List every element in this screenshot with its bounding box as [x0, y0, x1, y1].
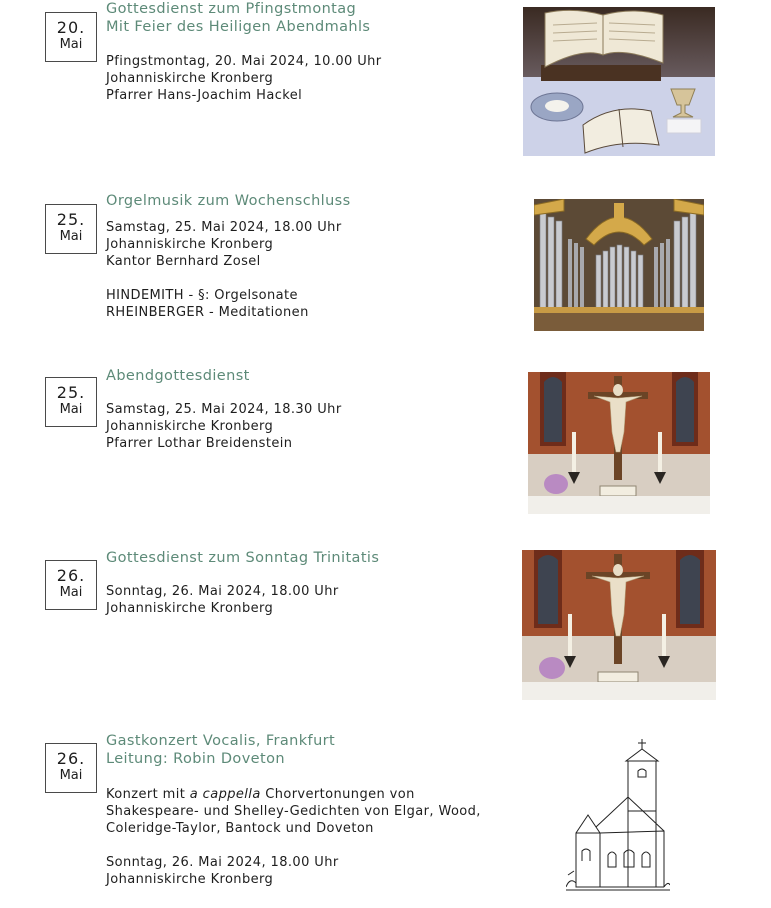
event-title-line: Orgelmusik zum Wochenschluss [106, 193, 351, 209]
concert-description-line: Coleridge-Taylor, Bantock und Doveton [106, 821, 374, 836]
date-badge [45, 743, 97, 793]
organ-photo [534, 199, 704, 331]
date-day: 25. [56, 210, 86, 229]
event-details [106, 53, 382, 104]
bible-chalice-photo [523, 7, 715, 156]
date-month: Mai [59, 402, 83, 417]
event-performer: Kantor Bernhard Zosel [106, 254, 261, 269]
date-day: 25. [56, 383, 86, 402]
date-badge [45, 560, 97, 610]
event-datetime: Sonntag, 26. Mai 2024, 18.00 Uhr [106, 584, 339, 599]
event-officiant: Pfarrer Lothar Breidenstein [106, 436, 293, 451]
italic-term: a cappella [189, 787, 261, 802]
altar-crucifix-photo [522, 550, 716, 700]
date-badge [45, 377, 97, 427]
event-location: Johanniskirche Kronberg [106, 601, 274, 616]
program-item: HINDEMITH - §: Orgelsonate [106, 288, 298, 303]
event-location: Johanniskirche Kronberg [106, 872, 274, 887]
event-location: Johanniskirche Kronberg [106, 237, 274, 252]
event-title [106, 367, 250, 385]
date-day: 26. [56, 566, 86, 585]
event-title [106, 0, 370, 36]
date-month: Mai [59, 768, 83, 783]
date-day: 20. [56, 18, 86, 37]
event-details [106, 786, 481, 888]
event-details [106, 583, 339, 617]
event-datetime: Sonntag, 26. Mai 2024, 18.00 Uhr [106, 855, 339, 870]
event-title [106, 732, 335, 768]
event-title [106, 549, 379, 567]
event-location: Johanniskirche Kronberg [106, 71, 274, 86]
program-item: RHEINBERGER - Meditationen [106, 305, 309, 320]
event-details [106, 219, 342, 321]
event-officiant: Pfarrer Hans-Joachim Hackel [106, 88, 303, 103]
event-datetime: Samstag, 25. Mai 2024, 18.30 Uhr [106, 402, 342, 417]
date-day: 26. [56, 749, 86, 768]
date-month: Mai [59, 229, 83, 244]
event-details [106, 401, 342, 452]
concert-description-line: Konzert mit a cappella Chorvertonungen von [106, 787, 415, 802]
date-month: Mai [59, 37, 83, 52]
church-sketch-drawing [566, 737, 670, 893]
altar-crucifix-photo [528, 372, 710, 514]
event-datetime: Pfingstmontag, 20. Mai 2024, 10.00 Uhr [106, 54, 382, 69]
date-badge [45, 204, 97, 254]
event-title-line: Gottesdienst zum Pfingstmontag [106, 1, 357, 17]
event-datetime: Samstag, 25. Mai 2024, 18.00 Uhr [106, 220, 342, 235]
event-title-line: Gottesdienst zum Sonntag Trinitatis [106, 550, 380, 566]
event-subtitle-line: Leitung: Robin Doveton [106, 751, 285, 767]
event-title-line: Abendgottesdienst [106, 368, 250, 384]
event-subtitle-line: Mit Feier des Heiligen Abendmahls [106, 19, 371, 35]
event-title [106, 192, 351, 210]
date-badge [45, 12, 97, 62]
event-location: Johanniskirche Kronberg [106, 419, 274, 434]
concert-description-line: Shakespeare- und Shelley-Gedichten von Elgar, Wood, [106, 804, 481, 819]
date-month: Mai [59, 585, 83, 600]
event-title-line: Gastkonzert Vocalis, Frankfurt [106, 733, 336, 749]
